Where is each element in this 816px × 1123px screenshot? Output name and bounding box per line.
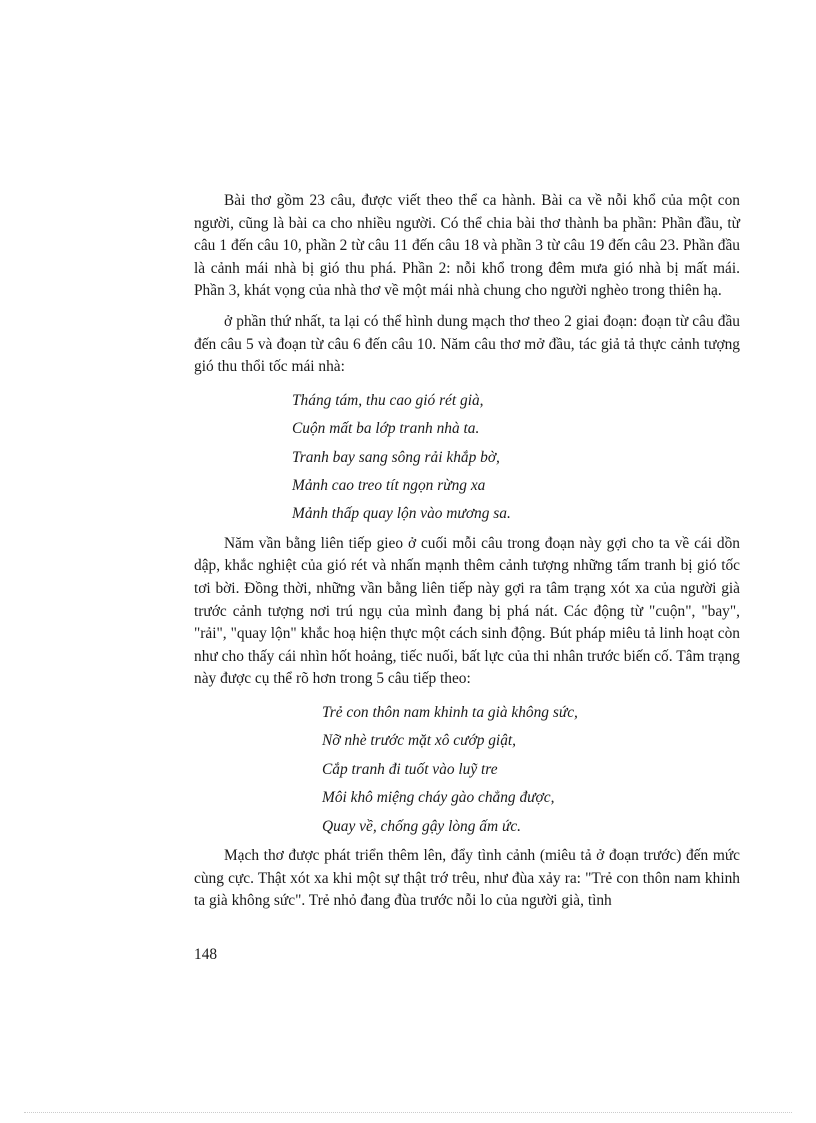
poem-line: Tranh bay sang sông rải khắp bờ, <box>292 448 500 466</box>
poem-line: Quay về, chống gậy lòng ấm ức. <box>322 817 522 835</box>
footer-divider <box>24 1112 792 1113</box>
poem-line: Nỡ nhè trước mặt xô cướp giật, <box>322 732 517 750</box>
poem-line: Tháng tám, thu cao gió rét già, <box>292 391 484 409</box>
poem-line: Cuộn mất ba lớp tranh nhà ta. <box>292 420 480 438</box>
paragraph-continuation: Mạch thơ được phát triển thêm lên, đẩy tình cảnh (miêu tả ở đoạn trước) đến mức cùng cực. Thật xót xa khi một sự thật trớ trêu, như đùa xảy ra: "Trẻ con thôn nam khinh ta già không sức". Trẻ nhỏ đang đùa trước nỗi lo của người già, tình <box>194 846 740 910</box>
poem-excerpt-2 <box>194 699 740 841</box>
paragraph-intro: Bài thơ gồm 23 câu, được viết theo thể ca hành. Bài ca về nỗi khổ của một con người, cũng là bài ca cho nhiều người. Có thể chia bài thơ thành ba phần: Phần đầu, từ câu 1 đến câu 10, phần 2 từ câu 11 đến câu 18 và phần 3 từ câu 19 đến câu 23. Phần đầu là cảnh mái nhà bị gió thu phá. Phần 2: nỗi khổ trong đêm mưa gió nhà bị mất mái. Phần 3, khát vọng của nhà thơ về một mái nhà chung cho người nghèo trong thiên hạ. <box>194 192 740 300</box>
poem-line: Mảnh thấp quay lộn vào mương sa. <box>292 505 511 523</box>
page-body <box>194 190 740 921</box>
poem-excerpt-1 <box>194 387 740 529</box>
paragraph-analysis: Năm vần bằng liên tiếp gieo ở cuối mỗi câu trong đoạn này gợi cho ta về cái dồn dập, khắc nghiệt của gió rét và nhấn mạnh thêm cảnh tượng những tấm tranh bị gió tốc tơi bời. Đồng thời, những vần bằng liên tiếp này gợi ra tâm trạng xót xa của người già trước cảnh tượng nơi trú ngụ của mình đang bị phá nát. Các động từ "cuộn", "bay", "rải", "quay lộn" khắc hoạ hiện thực một cách sinh động. Bút pháp miêu tả linh hoạt còn như cho thấy cái nhìn hốt hoảng, tiếc nuối, bất lực của thi nhân trước biến cố. Tâm trạng này được cụ thể rõ hơn trong 5 câu tiếp theo: <box>194 534 740 688</box>
poem-line: Cắp tranh đi tuốt vào luỹ tre <box>322 760 498 778</box>
page-number: 148 <box>194 946 218 963</box>
poem-line: Mảnh cao treo tít ngọn rừng xa <box>292 476 486 494</box>
paragraph-part-one: ở phần thứ nhất, ta lại có thể hình dung mạch thơ theo 2 giai đoạn: đoạn từ câu đầu đến câu 5 và đoạn từ câu 6 đến câu 10. Năm câu thơ mở đầu, tác giả tả thực cảnh tượng gió thu thổi tốc mái nhà: <box>194 312 740 376</box>
poem-line: Môi khô miệng cháy gào chẳng được, <box>322 789 555 807</box>
poem-line: Trẻ con thôn nam khinh ta già không sức, <box>322 703 578 721</box>
